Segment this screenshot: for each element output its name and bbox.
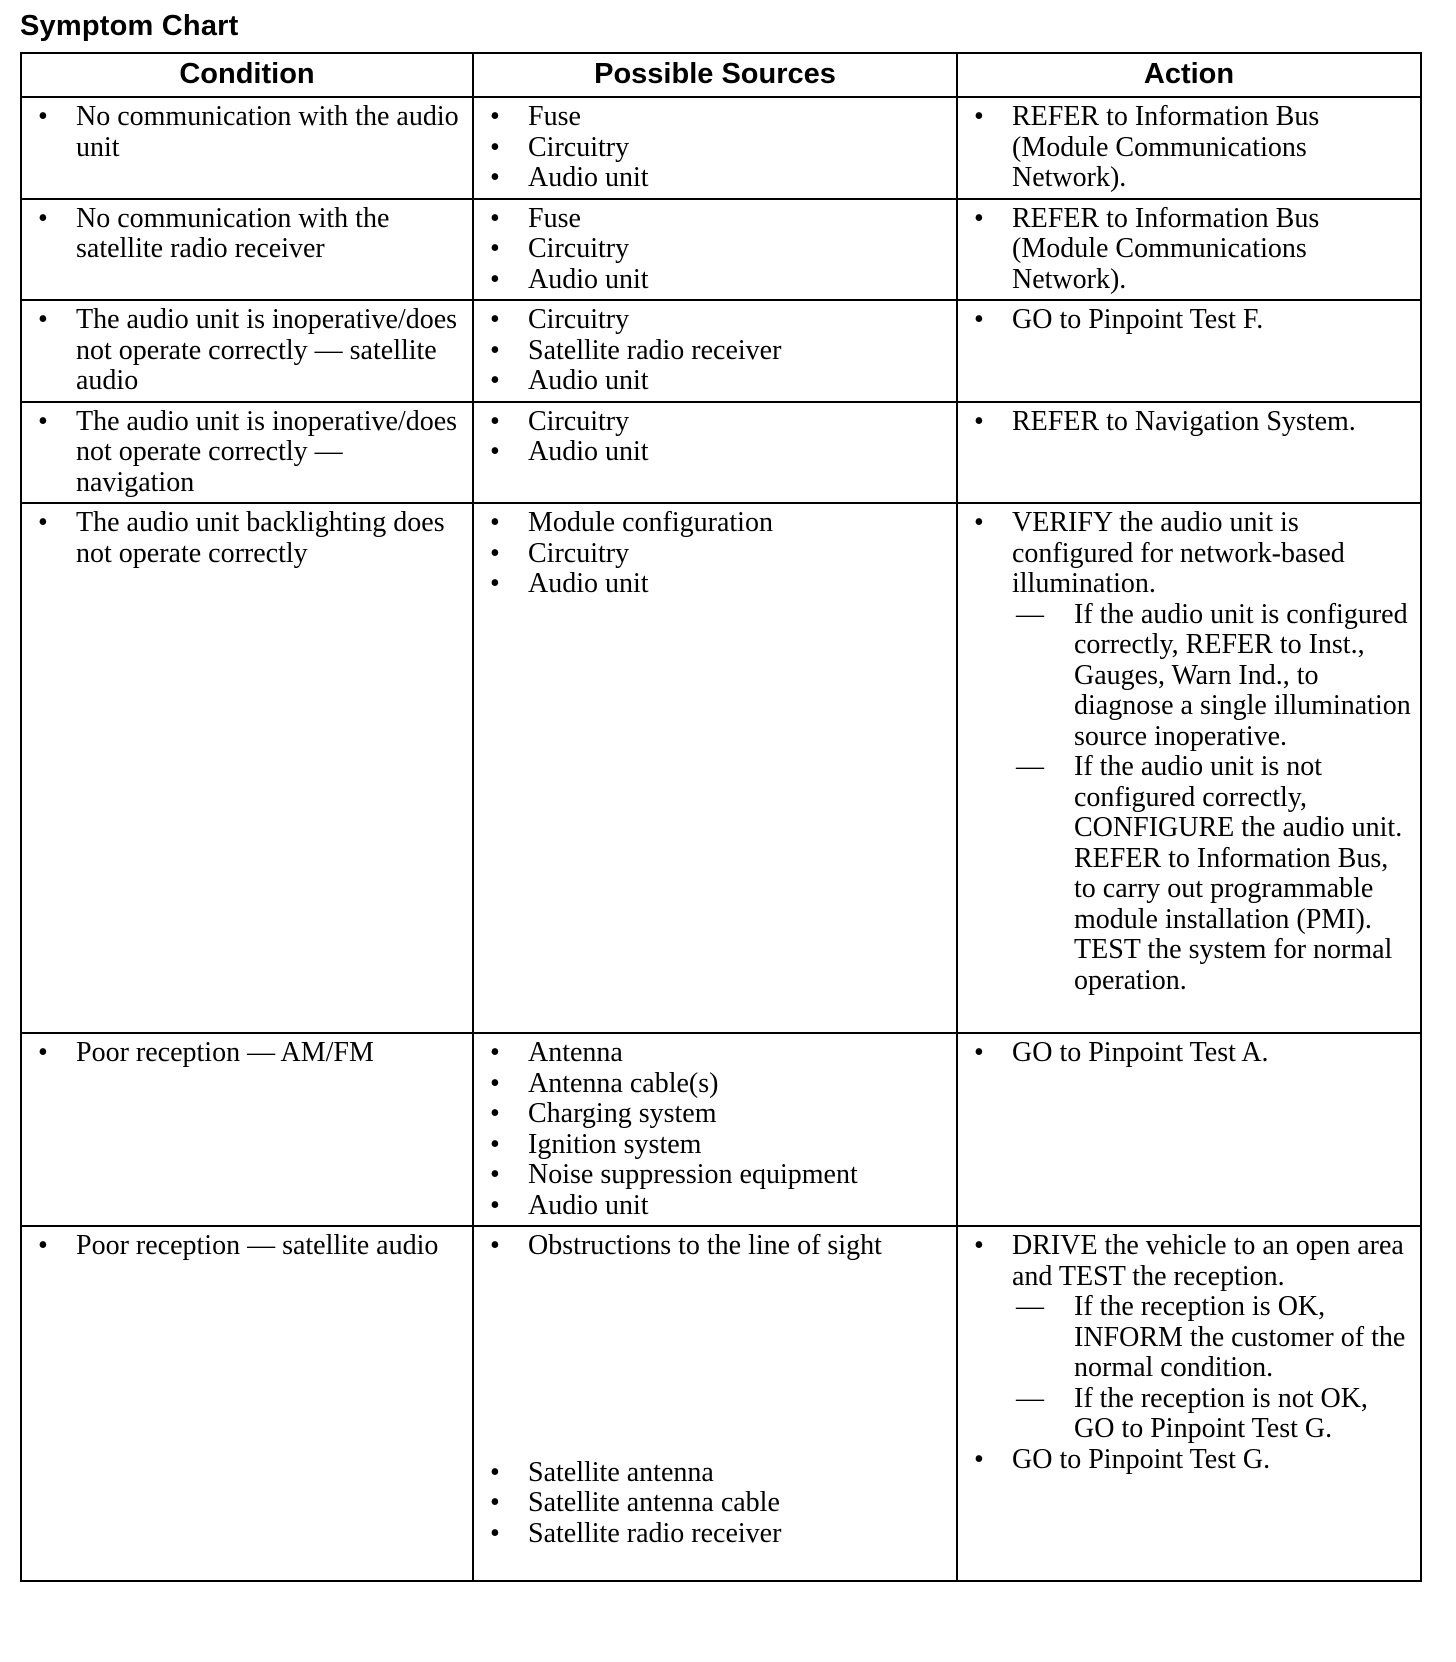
source-item: • Antenna bbox=[482, 1038, 948, 1069]
table-row bbox=[21, 1033, 1421, 1226]
source-item: • Audio unit bbox=[482, 437, 948, 468]
action-text: • REFER to Information Bus (Module Communications Network). bbox=[966, 102, 1412, 194]
page-title: Symptom Chart bbox=[20, 10, 239, 42]
action-cell bbox=[957, 97, 1421, 199]
action-item bbox=[966, 508, 1412, 996]
action-text: • GO to Pinpoint Test G. bbox=[966, 1445, 1412, 1476]
action-text: • REFER to Navigation System. bbox=[966, 407, 1412, 438]
source-item: • Module configuration bbox=[482, 508, 948, 539]
sub-action-item: — If the reception is OK, INFORM the customer of the normal condition. bbox=[1012, 1292, 1412, 1384]
action-text: VERIFY the audio unit is configured for network-based illumination. bbox=[1012, 507, 1345, 599]
source-item: • Fuse bbox=[482, 102, 948, 133]
source-item: • Audio unit bbox=[482, 265, 948, 296]
table-row bbox=[21, 503, 1421, 1033]
condition-cell bbox=[21, 1226, 473, 1581]
source-item: • Antenna cable(s) bbox=[482, 1069, 948, 1100]
table-row bbox=[21, 1226, 1421, 1581]
source-item: • Fuse bbox=[482, 204, 948, 235]
source-item: • Satellite antenna bbox=[482, 1458, 948, 1489]
header-row bbox=[21, 53, 1421, 97]
condition-text: • No communication with the audio unit bbox=[30, 102, 464, 163]
symptom-chart-table bbox=[20, 52, 1422, 1582]
action-cell bbox=[957, 300, 1421, 402]
source-item: • Ignition system bbox=[482, 1130, 948, 1161]
condition-text: • The audio unit is inoperative/does not operate correctly — navigation bbox=[30, 407, 464, 499]
source-item: • Circuitry bbox=[482, 305, 948, 336]
condition-cell bbox=[21, 97, 473, 199]
sources-cell bbox=[473, 97, 957, 199]
source-item: • Obstructions to the line of sight bbox=[482, 1231, 948, 1262]
action-text: • REFER to Information Bus (Module Communications Network). bbox=[966, 204, 1412, 296]
sub-action-item: — If the audio unit is not configured correctly, CONFIGURE the audio unit. REFER to Information Bus, to carry out programmable module installation (PMI). TEST the system for normal operation. bbox=[1012, 752, 1412, 996]
sources-cell bbox=[473, 199, 957, 301]
source-item: • Audio unit bbox=[482, 366, 948, 397]
source-item: • Satellite radio receiver bbox=[482, 1519, 948, 1550]
source-item: • Audio unit bbox=[482, 1191, 948, 1222]
source-item: • Circuitry bbox=[482, 407, 948, 438]
condition-text: • The audio unit backlighting does not operate correctly bbox=[30, 508, 464, 569]
condition-text: • Poor reception — satellite audio bbox=[30, 1231, 464, 1262]
table-row bbox=[21, 300, 1421, 402]
action-cell bbox=[957, 503, 1421, 1033]
condition-text: • Poor reception — AM/FM bbox=[30, 1038, 464, 1069]
table-row bbox=[21, 199, 1421, 301]
sources-cell bbox=[473, 1033, 957, 1226]
source-item: • Circuitry bbox=[482, 234, 948, 265]
condition-cell bbox=[21, 503, 473, 1033]
sources-cell bbox=[473, 300, 957, 402]
action-text: • GO to Pinpoint Test A. bbox=[966, 1038, 1412, 1069]
header-possible-sources: Possible Sources bbox=[473, 53, 957, 97]
sources-cell bbox=[473, 503, 957, 1033]
condition-cell bbox=[21, 199, 473, 301]
condition-cell bbox=[21, 402, 473, 504]
action-cell bbox=[957, 1033, 1421, 1226]
sub-action-item: — If the audio unit is configured correctly, REFER to Inst., Gauges, Warn Ind., to diagnose a single illumination source inoperative. bbox=[1012, 600, 1412, 753]
action-cell bbox=[957, 199, 1421, 301]
sources-cell bbox=[473, 402, 957, 504]
header-action: Action bbox=[957, 53, 1421, 97]
action-cell bbox=[957, 1226, 1421, 1581]
sub-action-item: — If the reception is not OK, GO to Pinpoint Test G. bbox=[1012, 1384, 1412, 1445]
condition-text: • The audio unit is inoperative/does not operate correctly — satellite audio bbox=[30, 305, 464, 397]
table-row bbox=[21, 402, 1421, 504]
source-item: • Noise suppression equipment bbox=[482, 1160, 948, 1191]
table-row bbox=[21, 97, 1421, 199]
condition-cell bbox=[21, 1033, 473, 1226]
action-item bbox=[966, 1231, 1412, 1445]
source-item: • Charging system bbox=[482, 1099, 948, 1130]
action-text: DRIVE the vehicle to an open area and TEST the reception. bbox=[1012, 1230, 1404, 1292]
action-text: • GO to Pinpoint Test F. bbox=[966, 305, 1412, 336]
header-condition: Condition bbox=[21, 53, 473, 97]
source-item: • Audio unit bbox=[482, 163, 948, 194]
condition-text: • No communication with the satellite radio receiver bbox=[30, 204, 464, 265]
source-item: • Circuitry bbox=[482, 539, 948, 570]
source-item: • Audio unit bbox=[482, 569, 948, 600]
source-item: • Satellite antenna cable bbox=[482, 1488, 948, 1519]
sources-cell bbox=[473, 1226, 957, 1581]
source-item: • Satellite radio receiver bbox=[482, 336, 948, 367]
source-item: • Circuitry bbox=[482, 133, 948, 164]
action-cell bbox=[957, 402, 1421, 504]
condition-cell bbox=[21, 300, 473, 402]
